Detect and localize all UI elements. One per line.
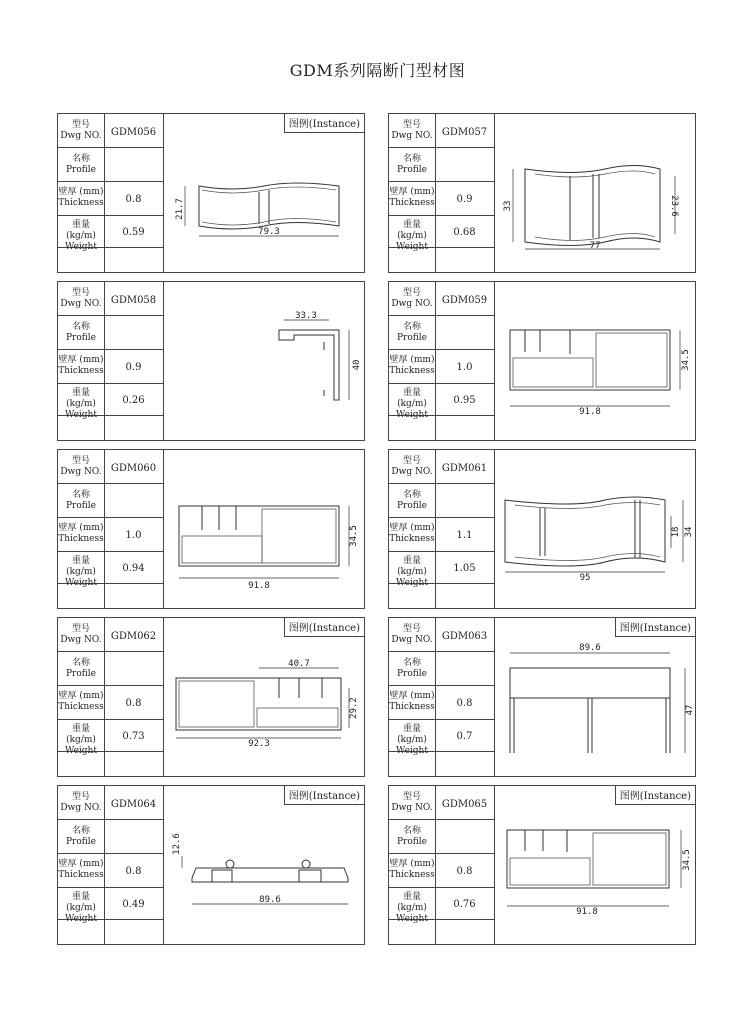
thickness-label: 壁厚 (mm) Thickness [58, 523, 104, 544]
dwg-label: 型号 Dwg NO. [60, 456, 102, 477]
weight-label: 重量 (kg/m) Weight [65, 556, 97, 588]
thickness-value: 0.8 [456, 866, 473, 877]
profile-label: 名称 Profile [397, 658, 427, 679]
svg-text:47: 47 [685, 704, 695, 716]
thickness-value: 0.9 [125, 362, 142, 373]
thickness-label: 壁厚 (mm) Thickness [389, 187, 435, 208]
dwg-number: GDM059 [441, 295, 488, 306]
instance-legend: 图例(Instance) [284, 786, 364, 805]
svg-text:33.3: 33.3 [295, 311, 317, 321]
weight-label: 重量 (kg/m) Weight [396, 724, 428, 756]
dwg-label: 型号 Dwg NO. [60, 120, 102, 141]
weight-label: 重量 (kg/m) Weight [65, 892, 97, 924]
profile-label: 名称 Profile [66, 154, 96, 175]
thickness-value: 0.8 [125, 698, 142, 709]
profile-drawing [495, 786, 695, 944]
svg-text:91.8: 91.8 [579, 407, 601, 417]
svg-text:23.6: 23.6 [669, 195, 679, 217]
profile-card [57, 785, 365, 945]
svg-text:34.5: 34.5 [349, 525, 359, 547]
dwg-number: GDM065 [441, 799, 488, 810]
instance-legend: 图例(Instance) [615, 618, 695, 637]
weight-label: 重量 (kg/m) Weight [65, 724, 97, 756]
thickness-label: 壁厚 (mm) Thickness [58, 355, 104, 376]
dwg-label: 型号 Dwg NO. [60, 792, 102, 813]
dim-width: 79.3 [258, 227, 280, 237]
dim-height: 21.7 [175, 198, 185, 220]
weight-value: 0.94 [122, 563, 145, 574]
thickness-label: 壁厚 (mm) Thickness [389, 523, 435, 544]
dwg-number: GDM061 [441, 463, 488, 474]
svg-text:29.2: 29.2 [349, 697, 359, 719]
profile-drawing [164, 282, 364, 440]
weight-value: 0.26 [122, 395, 145, 406]
profile-card [388, 617, 696, 777]
thickness-label: 壁厚 (mm) Thickness [389, 691, 435, 712]
weight-value: 1.05 [453, 563, 476, 574]
svg-text:89.6: 89.6 [579, 643, 601, 653]
weight-label: 重量 (kg/m) Weight [396, 220, 428, 252]
dwg-label: 型号 Dwg NO. [60, 624, 102, 645]
thickness-label: 壁厚 (mm) Thickness [58, 691, 104, 712]
profile-label: 名称 Profile [66, 658, 96, 679]
dwg-label: 型号 Dwg NO. [391, 624, 433, 645]
weight-label: 重量 (kg/m) Weight [396, 388, 428, 420]
profile-label: 名称 Profile [66, 826, 96, 847]
svg-text:89.6: 89.6 [259, 895, 281, 905]
weight-value: 0.95 [453, 395, 476, 406]
instance-legend: 图例(Instance) [615, 786, 695, 805]
profile-label: 名称 Profile [397, 490, 427, 511]
weight-value: 0.76 [453, 899, 476, 910]
profile-card [388, 281, 696, 441]
profile-drawing [495, 114, 695, 272]
svg-text:91.8: 91.8 [248, 581, 270, 591]
profile-drawing [164, 618, 364, 776]
instance-legend: 图例(Instance) [284, 618, 364, 637]
svg-text:91.8: 91.8 [576, 907, 598, 917]
dwg-number: GDM062 [110, 631, 157, 642]
dwg-number: GDM056 [110, 127, 157, 138]
thickness-value: 0.8 [125, 866, 142, 877]
profile-drawing [164, 114, 364, 272]
profile-card [57, 281, 365, 441]
weight-label: 重量 (kg/m) Weight [65, 388, 97, 420]
profile-card [57, 449, 365, 609]
profile-card [57, 617, 365, 777]
profile-drawing [495, 282, 695, 440]
profile-label: 名称 Profile [66, 322, 96, 343]
dwg-label: 型号 Dwg NO. [391, 456, 433, 477]
weight-label: 重量 (kg/m) Weight [396, 892, 428, 924]
thickness-label: 壁厚 (mm) Thickness [58, 859, 104, 880]
svg-text:33: 33 [503, 200, 513, 212]
weight-value: 0.7 [456, 731, 473, 742]
profile-label: 名称 Profile [397, 322, 427, 343]
svg-text:12.6: 12.6 [172, 833, 182, 855]
thickness-label: 壁厚 (mm) Thickness [389, 355, 435, 376]
profile-label: 名称 Profile [66, 490, 96, 511]
weight-label: 重量 (kg/m) Weight [65, 220, 97, 252]
weight-value: 0.59 [122, 227, 145, 238]
dwg-label: 型号 Dwg NO. [60, 288, 102, 309]
dwg-number: GDM058 [110, 295, 157, 306]
profile-card [388, 113, 696, 273]
dwg-number: GDM063 [441, 631, 488, 642]
profile-drawing [164, 450, 364, 608]
profile-drawing [164, 786, 364, 944]
profile-drawing [495, 450, 695, 608]
weight-value: 0.68 [453, 227, 476, 238]
svg-text:34: 34 [684, 526, 694, 538]
weight-value: 0.49 [122, 899, 145, 910]
svg-text:40.7: 40.7 [288, 659, 310, 669]
page-title: GDM系列隔断门型材图 [289, 61, 466, 80]
svg-text:34.5: 34.5 [682, 849, 692, 871]
thickness-value: 1.0 [456, 362, 473, 373]
profile-label: 名称 Profile [397, 826, 427, 847]
dwg-number: GDM057 [441, 127, 488, 138]
dwg-number: GDM064 [110, 799, 157, 810]
dwg-label: 型号 Dwg NO. [391, 288, 433, 309]
svg-text:34.5: 34.5 [681, 349, 691, 371]
thickness-value: 0.9 [456, 194, 473, 205]
profile-label: 名称 Profile [397, 154, 427, 175]
svg-text:18: 18 [671, 526, 681, 538]
thickness-value: 1.0 [125, 530, 142, 541]
dwg-number: GDM060 [110, 463, 157, 474]
thickness-label: 壁厚 (mm) Thickness [58, 187, 104, 208]
dwg-label: 型号 Dwg NO. [391, 792, 433, 813]
profile-card [57, 113, 365, 273]
thickness-label: 壁厚 (mm) Thickness [389, 859, 435, 880]
weight-label: 重量 (kg/m) Weight [396, 556, 428, 588]
profile-card [388, 785, 696, 945]
svg-text:92.3: 92.3 [248, 739, 270, 749]
thickness-value: 1.1 [456, 530, 473, 541]
weight-value: 0.73 [122, 731, 145, 742]
dwg-label: 型号 Dwg NO. [391, 120, 433, 141]
thickness-value: 0.8 [456, 698, 473, 709]
svg-text:40: 40 [352, 359, 362, 371]
profile-drawing [495, 618, 695, 776]
thickness-value: 0.8 [125, 194, 142, 205]
instance-legend: 图例(Instance) [284, 114, 364, 133]
profile-card [388, 449, 696, 609]
svg-text:77: 77 [589, 241, 601, 251]
svg-text:95: 95 [579, 573, 591, 583]
